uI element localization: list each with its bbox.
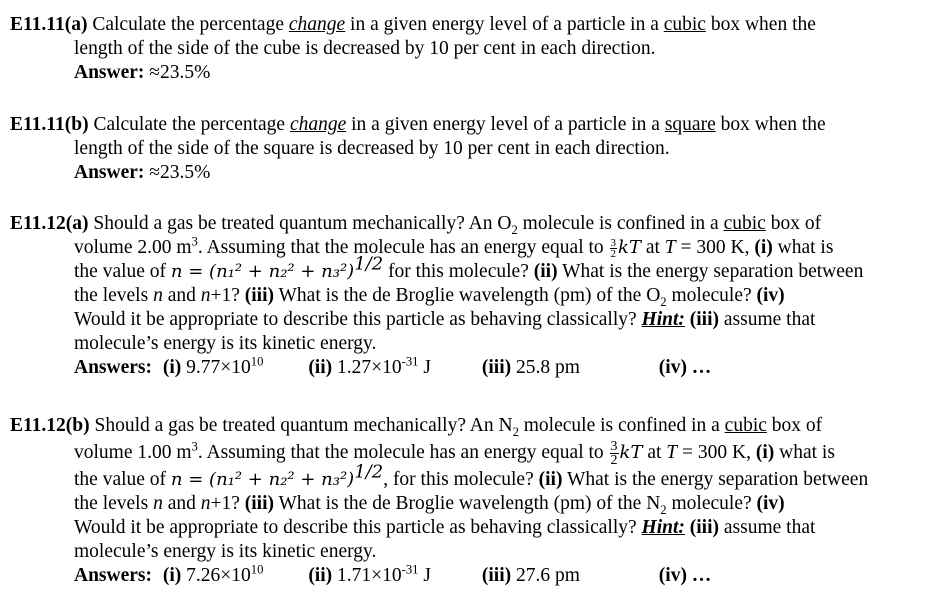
fraction-three-halves — [610, 238, 618, 259]
text: the levels — [74, 285, 154, 306]
part-label: (iii) — [244, 285, 274, 306]
part-label: (i) — [754, 237, 773, 258]
part-label: (ii) — [533, 261, 558, 282]
fraction-numerator: 3 — [610, 439, 618, 455]
text: at — [640, 237, 665, 258]
line — [10, 253, 930, 284]
line — [10, 284, 930, 308]
part-label: (ii) — [538, 469, 563, 490]
text: and — [162, 493, 201, 514]
answer-line — [10, 61, 930, 85]
superscript: 3 — [191, 234, 198, 249]
text: . Assuming that the molecule has an energy equal to — [197, 442, 609, 463]
answer-line — [10, 161, 930, 185]
text: what is — [774, 442, 835, 463]
text: = 300 K, — [675, 237, 755, 258]
line — [10, 414, 930, 438]
text: the value of — [74, 469, 171, 490]
part-label: (iv) — [756, 285, 785, 306]
line — [10, 113, 930, 137]
emphasis-change: change — [288, 14, 346, 35]
answer-value: 1.27×10 — [337, 357, 402, 378]
text: = 300 K, — [677, 442, 756, 463]
text: +1? — [210, 285, 245, 306]
line — [10, 461, 930, 492]
fraction-numerator: 3 — [610, 237, 617, 250]
part-label: (iv) … — [658, 565, 712, 586]
answer-value: ≈23.5% — [144, 62, 211, 83]
answers-line — [10, 356, 930, 380]
superscript: -31 — [401, 354, 419, 369]
text: What is the de Broglie wavelength (pm) of the N — [274, 493, 661, 514]
line — [10, 212, 930, 236]
emphasis-cubic: cubic — [723, 213, 766, 234]
text: at — [642, 442, 667, 463]
text: assume that — [719, 309, 816, 330]
math-kt: kT — [618, 237, 641, 258]
answer-label: Answer: — [74, 62, 145, 83]
text: Calculate the percentage — [87, 14, 289, 35]
math-n: n — [200, 285, 211, 306]
superscript: -31 — [401, 562, 419, 577]
math-n-expression: n = (n₁² + n₂² + n₃²) — [170, 261, 355, 282]
line: molecule’s energy is its kinetic energy. — [74, 333, 377, 354]
part-label: (i) — [162, 357, 187, 378]
subscript: 2 — [511, 222, 518, 237]
answer-value: 27.6 pm — [511, 565, 580, 586]
unit: J — [418, 565, 431, 586]
fraction-denominator: 2 — [610, 248, 617, 261]
text: and — [162, 285, 201, 306]
part-label: (ii) — [308, 357, 338, 378]
text: in a given energy level of a particle in a — [346, 114, 665, 135]
emphasis-cubic: cubic — [663, 14, 706, 35]
part-label: (iv) … — [658, 357, 712, 378]
answers-label: Answers: — [74, 357, 152, 378]
line — [10, 236, 930, 260]
line — [10, 308, 930, 332]
text: what is — [772, 237, 834, 258]
hint-label: Hint: — [641, 517, 685, 538]
text: . Assuming that the molecule has an energy equal to — [197, 237, 609, 258]
text: molecule? — [666, 493, 757, 514]
part-label: (iv) — [756, 493, 785, 514]
math-n: n — [153, 285, 163, 306]
subscript: 2 — [512, 424, 519, 439]
emphasis-square: square — [664, 114, 716, 135]
text: in a given energy level of a particle in a — [345, 14, 664, 35]
problem-label: E11.12(b) — [10, 415, 90, 436]
text: What is the de Broglie wavelength (pm) of the O — [274, 285, 661, 306]
text: box of — [765, 213, 822, 234]
math-n: n — [200, 493, 211, 514]
problem-label: E11.12(a) — [10, 213, 89, 234]
text: for this molecule? — [383, 261, 534, 282]
math-n-expression: n = (n₁² + n₂² + n₃²) — [170, 469, 355, 490]
math-t: T — [666, 442, 678, 463]
problem-e11-12a — [10, 212, 930, 380]
hint-label: Hint: — [641, 309, 685, 330]
text: the levels — [74, 493, 154, 514]
line — [10, 13, 930, 37]
text: the value of — [74, 261, 171, 282]
part-label: (i) — [755, 442, 775, 463]
text: +1? — [210, 493, 245, 514]
unit: J — [418, 357, 431, 378]
part-label: (ii) — [308, 565, 338, 586]
answers-line — [10, 564, 930, 588]
superscript: 1/2 — [354, 253, 384, 275]
problem-label: E11.11(b) — [10, 114, 89, 135]
line — [10, 516, 930, 540]
answer-value: ≈23.5% — [144, 162, 211, 183]
emphasis-change: change — [289, 114, 347, 135]
answers-label: Answers: — [74, 565, 152, 586]
answer-label: Answer: — [74, 162, 145, 183]
math-t: T — [664, 237, 676, 258]
text: assume that — [719, 517, 816, 538]
subscript: 2 — [660, 502, 667, 517]
text: Should a gas be treated quantum mechanically? An O — [88, 213, 512, 234]
text: Would it be appropriate to describe this particle as behaving classically? — [74, 309, 642, 330]
superscript: 3 — [191, 439, 198, 454]
subscript: 2 — [660, 294, 667, 309]
problem-e11-12b — [10, 414, 930, 588]
text: Calculate the percentage — [88, 114, 290, 135]
problem-e11-11a — [10, 13, 930, 85]
part-label: (iii) — [244, 493, 274, 514]
superscript: 1/2 — [354, 461, 384, 483]
text: What is the energy separation between — [562, 469, 869, 490]
problem-e11-11b — [10, 113, 930, 185]
text: molecule is confined in a — [518, 415, 725, 436]
line — [10, 492, 930, 516]
text: What is the energy separation between — [557, 261, 864, 282]
superscript: 10 — [250, 354, 264, 369]
part-label: (iii) — [689, 517, 719, 538]
line: length of the side of the square is decreased by 10 per cent in each direction. — [74, 138, 670, 159]
math-n: n — [153, 493, 163, 514]
text: Would it be appropriate to describe this particle as behaving classically? — [74, 517, 642, 538]
text: box when the — [705, 14, 816, 35]
fraction-three-halves — [610, 440, 619, 467]
emphasis-cubic: cubic — [724, 415, 767, 436]
text: volume 2.00 m — [74, 237, 192, 258]
part-label: (iii) — [481, 357, 512, 378]
problem-label: E11.11(a) — [10, 14, 88, 35]
text: , for this molecule? — [383, 469, 539, 490]
superscript: 10 — [250, 562, 264, 577]
text: box of — [766, 415, 823, 436]
text: molecule? — [666, 285, 757, 306]
line: length of the side of the cube is decreased by 10 per cent in each direction. — [74, 38, 656, 59]
answer-value: 9.77×10 — [186, 357, 251, 378]
answer-value: 1.71×10 — [337, 565, 402, 586]
part-label: (iii) — [689, 309, 719, 330]
text: molecule is confined in a — [517, 213, 724, 234]
part-label: (iii) — [481, 565, 512, 586]
answer-value: 25.8 pm — [511, 357, 580, 378]
part-label: (i) — [162, 565, 187, 586]
text: box when the — [715, 114, 826, 135]
answer-value: 7.26×10 — [186, 565, 251, 586]
line: molecule’s energy is its kinetic energy. — [74, 541, 377, 562]
text: volume 1.00 m — [74, 442, 192, 463]
math-kt: kT — [619, 442, 643, 463]
line — [10, 438, 930, 468]
fraction-denominator: 2 — [610, 453, 618, 469]
text: Should a gas be treated quantum mechanically? An N — [89, 415, 513, 436]
